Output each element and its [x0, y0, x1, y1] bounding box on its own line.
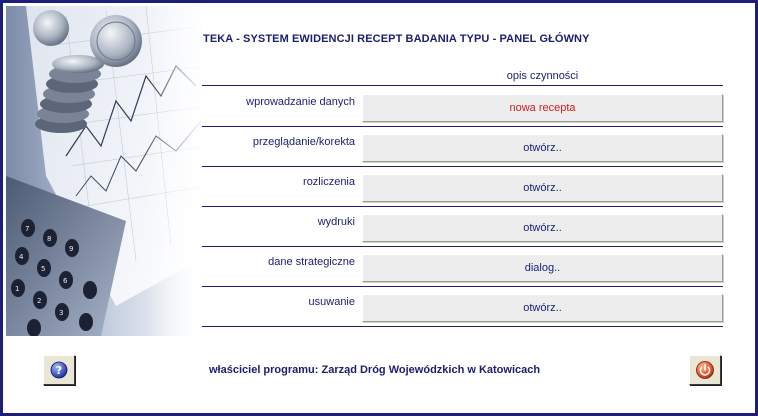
- settlements-open-button[interactable]: otwórz..: [362, 174, 723, 202]
- row-label: rozliczenia: [303, 176, 355, 188]
- header-divider: [202, 85, 723, 86]
- row-divider: [202, 246, 723, 247]
- column-header: opis czynności: [506, 70, 579, 82]
- row-divider: [202, 206, 723, 207]
- row-data-entry: [202, 88, 723, 128]
- help-button[interactable]: [43, 355, 75, 385]
- printouts-open-button[interactable]: otwórz..: [362, 214, 723, 242]
- new-recipe-button[interactable]: nowa recepta: [362, 94, 723, 122]
- exit-button[interactable]: [689, 355, 721, 385]
- row-divider: [202, 326, 723, 327]
- row-settlements: [202, 168, 723, 208]
- row-label: wydruki: [317, 216, 355, 228]
- svg-text:?: ?: [55, 364, 63, 377]
- strategic-dialog-button[interactable]: dialog..: [362, 254, 723, 282]
- row-label: wprowadzanie danych: [246, 96, 355, 108]
- decorative-finance-image: [6, 6, 206, 336]
- panel-title: TEKA - SYSTEM EWIDENCJI RECEPT BADANIA TYPU - PANEL GŁÓWNY: [203, 33, 590, 45]
- program-owner-text: właściciel programu: Zarząd Dróg Wojewódzkich w Katowicach: [209, 364, 541, 376]
- deletion-open-button[interactable]: otwórz..: [362, 294, 723, 322]
- row-label: dane strategiczne: [268, 256, 355, 268]
- browse-open-button[interactable]: otwórz..: [362, 134, 723, 162]
- row-divider: [202, 126, 723, 127]
- row-strategic-data: [202, 248, 723, 288]
- help-icon: [50, 361, 68, 379]
- row-label: usuwanie: [308, 296, 355, 308]
- row-printouts: [202, 208, 723, 248]
- power-icon: [695, 360, 715, 380]
- row-browse-edit: [202, 128, 723, 168]
- row-divider: [202, 166, 723, 167]
- row-deletion: [202, 288, 723, 328]
- row-label: przeglądanie/korekta: [252, 136, 355, 148]
- row-divider: [202, 286, 723, 287]
